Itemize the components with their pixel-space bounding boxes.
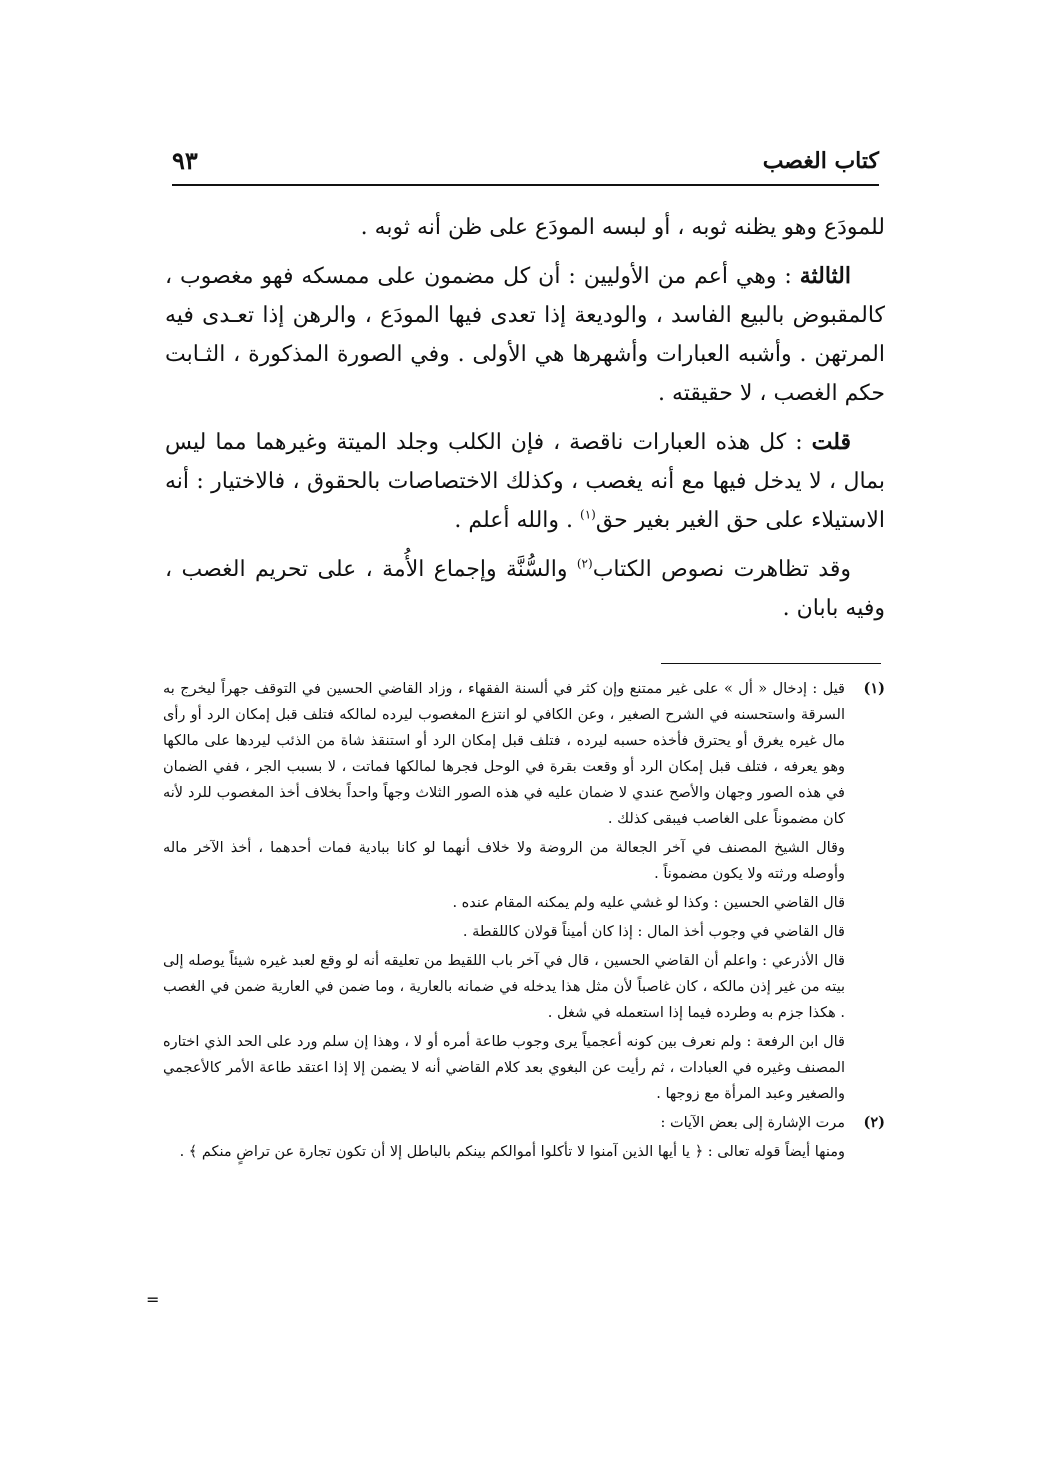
main-text [165,208,885,638]
footnote-1-para-2: وقال الشيخ المصنف في آخر الجعالة من الروضة ولا خلاف أنهما لو كانا ببادية فمات أحدهما ، أخذ الآخر ماله وأوصله ورثته ولا يكون مضموناً . [163,840,845,882]
footnote-2-para-2: ومنها أيضاً قوله تعالى : ﴿ يا أيها الذين آمنوا لا تأكلوا أموالكم بينكم بالباطل إلا أن تكون تجارة عن تراضٍ منكم ﴾ . [179,1144,845,1160]
paragraph-3-end: . والله أعلم . [454,508,580,533]
footnote-2-para-1: مرت الإشارة إلى بعض الآيات : [660,1115,845,1131]
footnotes [163,676,885,1168]
page-number: ٩٣ [172,146,198,175]
footnote-2 [163,1110,885,1165]
paragraph-1: للمودَع وهو يظنه ثوبه ، أو لبسه المودَع على ظن أنه ثوبه . [360,215,885,240]
chapter-title: كتاب الغصب [762,148,879,174]
footnote-1-para-5: قال الأذرعي : واعلم أن القاضي الحسين ، قال في آخر باب اللقيط من تعليقه أنه لو وقع لعبد غيره شيئاً يوصله إلى بيته من غير إذن مالكه ، كان غاصباً لأن مثل هذا يدخله في ضمانه بالعارية ، وما ضمن في العارية ضمن في الغصب . هكذا جزم به وطرده فيما إذا استعمله في شغل . [163,953,845,1021]
footnote-ref-1[interactable]: (١) [580,507,596,522]
paragraph-2 [165,257,885,413]
paragraph-4-end: والسُّنَّة وإجماع الأُمة ، على تحريم الغصب ، وفيه بابان . [165,557,885,621]
paragraph-4 [165,550,885,628]
margin-mark: = [146,1290,160,1309]
footnote-separator [661,663,881,664]
paragraph-3 [165,423,885,540]
paragraph-2-lead: الثالثة [799,263,851,289]
footnote-ref-2[interactable]: (٢) [576,556,593,571]
footnote-1 [163,676,885,1107]
header-rule [172,184,879,186]
footnote-1-para-6: قال ابن الرفعة : ولم نعرف بين كونه أعجمياً يرى وجوب طاعة أمره أو لا ، وهذا إن سلم ورد على الحد الذي اختاره المصنف وغيره في العبادات ، ثم رأيت عن البغوي بعد كلام القاضي أنه لا يضمن إلا إذا اعتقد طاعة الأمر كالأعجمي والصغير وعبد المرأة مع زوجها . [163,1034,845,1102]
paragraph-2-body: : وهي أعم من الأوليين : أن كل مضمون على ممسكه فهو مغصوب ، كالمقبوض بالبيع الفاسد ، والوديعة إذا تعدى فيها المودَع ، والرهن إذا تعـدى فيه المرتهن . وأشبه العبارات وأشهرها هي الأولى . وفي الصورة المذكورة ، الثـابت حكم الغصب ، لا حقيقته . [165,264,885,406]
footnote-1-number: (١) [863,680,885,697]
footnote-1-para-1: قيل : إدخال « أل » على غير ممتنع وإن كثر في ألسنة الفقهاء ، وزاد القاضي الحسين في التوقف جهراً ليخرج به السرقة واستحسنه في الشرح الصغير ، وعن الكافي لو انتزع المغصوب ليرده لمالكه فتلف قبل إمكان الرد أو رأى مال غيره يغرق أو يحترق فأخذه حسبه ليرده ، فتلف قبل إمكان الرد أو استنقذ شاة من الذئب ليردها على مالكها وهو يعرفه ، فتلف قبل إمكان الرد أو وقعت بقرة في الوحل فجرها لمالكها فماتت ، لا بسبب الجر ، ففي الضمان في هذه الصور وجهان والأصح عندي لا ضمان عليه في هذه الصور الثلاث وجهاً واحداً بخلاف أخذ المغصوب للرد لأنه كان مضموناً على الغاصب فيبقى كذلك . [163,681,845,827]
paragraph-4-start: وقد تظاهرت نصوص الكتاب [592,557,851,582]
footnote-1-para-3: قال القاضي الحسين : وكذا لو غشي عليه ولم يمكنه المقام عنده . [452,895,845,911]
paragraph-3-lead: قلت [811,429,851,455]
paragraph-3-body: : كل هذه العبارات ناقصة ، فإن الكلب وجلد الميتة وغيرهما مما ليس بمال ، لا يدخل فيها مع أنه يغصب ، وكذلك الاختصاصات بالحقوق ، فالاختيار : أنه الاستيلاء على حق الغير بغير حق [165,430,885,533]
running-header [172,140,879,184]
footnote-1-para-4: قال القاضي في وجوب أخذ المال : إذا كان أميناً قولان كاللقطة . [462,924,845,940]
footnote-2-number: (٢) [863,1114,885,1131]
